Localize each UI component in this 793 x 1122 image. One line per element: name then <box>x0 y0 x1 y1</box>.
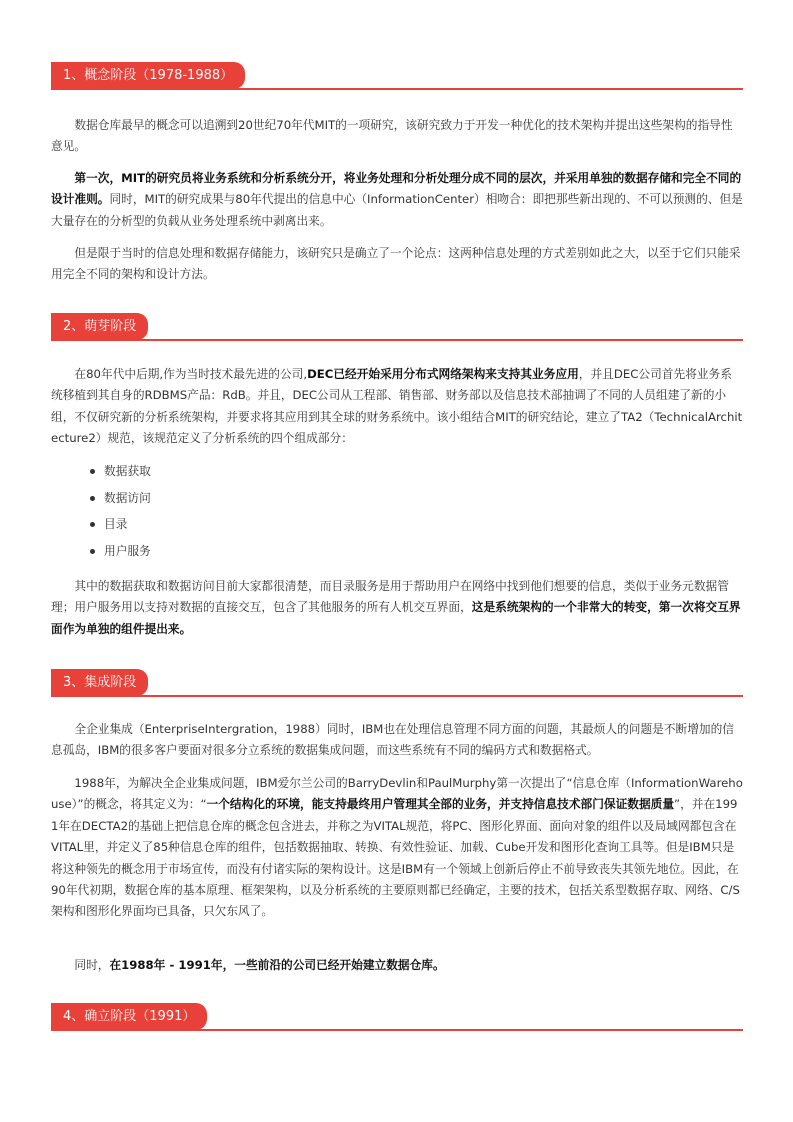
section-heading-3 <box>51 667 743 697</box>
section-rule <box>51 695 743 697</box>
section-title: 3、集成阶段 <box>51 669 148 696</box>
text-run: 在80年代中后期,作为当时技术最先进的公司, <box>74 367 308 381</box>
text-run: 数据仓库最早的概念可以追溯到20世纪70年代MIT的一项研究，该研究致力于开发一种优化的技术架构并提出这些架构的指导性意见。 <box>51 118 733 154</box>
paragraph <box>51 955 743 976</box>
list-item: 数据访问 <box>85 488 151 515</box>
text-run: ，并且DEC公司首先将业务系统移植到其自身的RDBMS产品：RdB。并且，DEC公司从工程部、销售部、财务部以及信息技术部抽调了不同的人员组建了新的小组，不仅研究新的分析系统架构，并要求将其应用到其全球的财务系统中。该小组结合MIT的研究结论，建立了TA2（TechnicalArchitecture2）规范，该规范定义了分析系统的四个组成部分： <box>51 367 743 446</box>
text-run: 同时， <box>74 958 110 972</box>
section-heading-4 <box>51 1001 743 1031</box>
list-item: 目录 <box>85 514 151 541</box>
paragraph <box>51 576 743 640</box>
bullet-dot <box>90 496 95 501</box>
bullet-dot <box>90 549 95 554</box>
text-run: 其中的数据获取和数据访问目前大家都很清楚，而目录服务是用于帮助用户在网络中找到他们想要的信息，类似于业务元数据管理；用户服务用以支持对数据的直接交互，包含了其他服务的所有人机交互界面， <box>51 579 729 615</box>
text-run: 但是限于当时的信息处理和数据存储能力，该研究只是确立了一个论点：这两种信息处理的方式差别如此之大，以至于它们只能采用完全不同的架构和设计方法。 <box>51 246 741 282</box>
bullet-list <box>85 461 151 567</box>
section-heading-1 <box>51 60 743 90</box>
bold-text: 这是系统架构的一个非常大的转变，第一次将交互界面作为单独的组件提出来。 <box>51 600 741 636</box>
section-title: 4、确立阶段（1991） <box>51 1003 207 1030</box>
bullet-dot <box>90 469 95 474</box>
bold-text: DEC已经开始采用分布式网络架构来支持其业务应用 <box>307 367 579 381</box>
text-run: 1988年，为解决全企业集成问题，IBM爱尔兰公司的BarryDevlin和PaulMurphy第一次提出了“信息仓库（InformationWarehouse）”的概念，将其定义为：“ <box>51 776 743 812</box>
bullet-dot <box>90 522 95 527</box>
paragraph <box>51 115 743 158</box>
paragraph <box>51 773 743 923</box>
paragraph <box>51 364 743 450</box>
section-rule <box>51 339 743 341</box>
paragraph <box>51 719 743 762</box>
text-run: 全企业集成（EnterpriseIntergration，1988）同时，IBM也在处理信息管理不同方面的问题，其最烦人的问题是不断增加的信息孤岛，IBM的很多客户要面对很多分立系统的数据集成问题，而这些系统有不同的编码方式和数据格式。 <box>51 722 734 758</box>
text-run: 同时，MIT的研究成果与80年代提出的信息中心（InformationCenter）相吻合：即把那些新出现的、不可以预测的、但是大量存在的分析型的负载从业务处理系统中剥离出来。 <box>51 192 743 228</box>
section-heading-2 <box>51 311 743 341</box>
section-title: 2、萌芽阶段 <box>51 313 148 340</box>
bold-text: 第一次，MIT的研究员将业务系统和分析系统分开，将业务处理和分析处理分成不同的层次，并采用单独的数据存储和完全不同的设计准则。 <box>51 171 742 207</box>
paragraph <box>51 168 743 232</box>
list-item: 数据获取 <box>85 461 151 488</box>
paragraph <box>51 243 743 286</box>
section-title: 1、概念阶段（1978-1988） <box>51 62 245 89</box>
list-item: 用户服务 <box>85 541 151 568</box>
bold-text: 在1988年 - 1991年，一些前沿的公司已经开始建立数据仓库。 <box>109 958 445 972</box>
text-run: ”，并在1991年在DECTA2的基础上把信息仓库的概念包含进去，并称之为VITAL规范，将PC、图形化界面、面向对象的组件以及局域网都包含在VITAL里，并定义了85种信息仓库的组件，包括数据抽取、转换、有效性验证、加载、Cube开发和图形化查询工具等。但是IBM只是将这种领先的概念用于市场宣传，而没有付诸实际的架构设计。这是IBM有一个领域上创新后停止不前导致丧失其领先地位。因此，在90年代初期，数据仓库的基本原理、框架架构，以及分析系统的主要原则都已经确定，主要的技术，包括关系型数据存取、网络、C/S架构和图形化界面均已具备，只欠东风了。 <box>51 797 740 919</box>
bold-text: 一个结构化的环境，能支持最终用户管理其全部的业务，并支持信息技术部门保证数据质量 <box>206 797 675 812</box>
